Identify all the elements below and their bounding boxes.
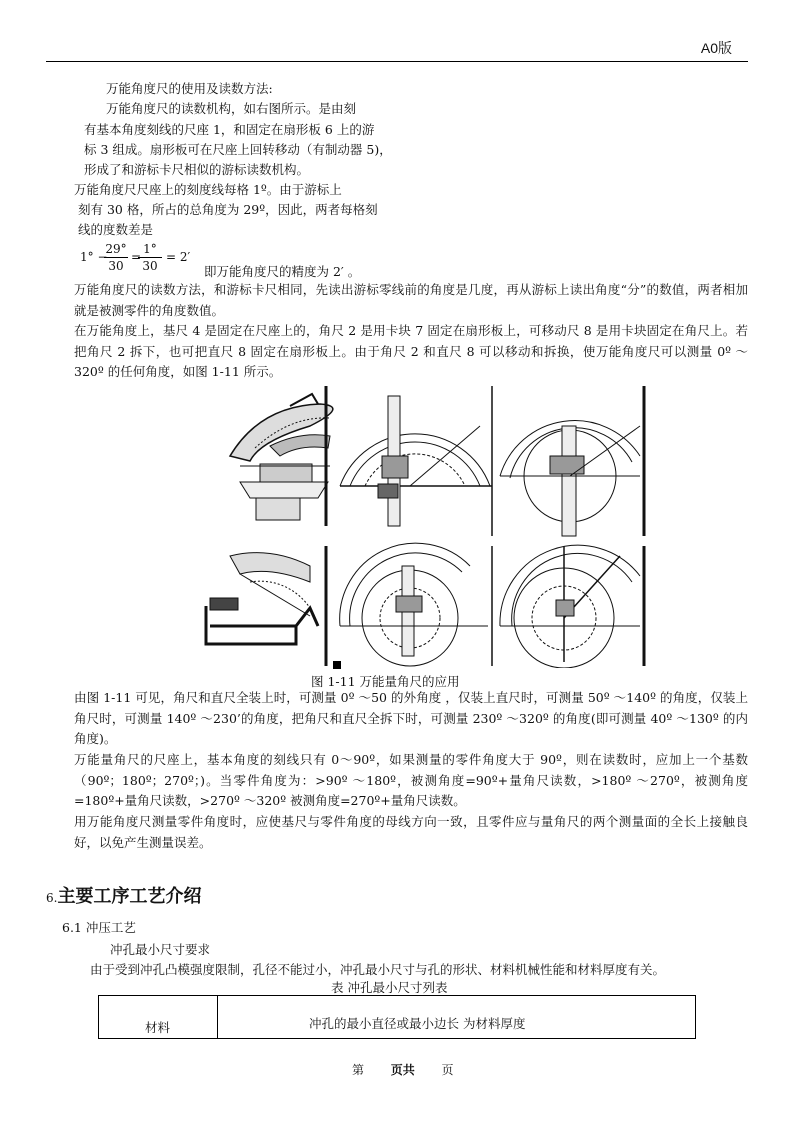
- formula-equals: =: [131, 250, 142, 264]
- vernier-formula: [80, 240, 190, 276]
- intro-line: 线的度数差是: [78, 222, 154, 237]
- formula-result: = 2′: [166, 250, 191, 264]
- intro-line: 刻有 30 格，所占的总角度为 29º，因此，两者每格刻: [78, 202, 378, 217]
- header-rule: [46, 61, 748, 62]
- figure-panel-top-right: [500, 421, 640, 536]
- paragraph-punch-limit: 由于受到冲孔凸模强度限制，孔径不能过小，冲孔最小尺寸与孔的形状、材料机械性能和材料厚度有关。: [90, 962, 666, 977]
- punch-size-table: [98, 995, 696, 1039]
- paragraph-measurement-tip: 用万能角度尺测量零件角度时，应使基尺与零件角度的母线方向一致，且零件应与量角尺的两个测量面的全长上接触良好，以免产生测量误差。: [74, 814, 748, 850]
- table-cell-material: [99, 996, 218, 1038]
- paragraph-base-angles: 万能量角尺的尺座上，基本角度的刻线只有 0～90º，如果测量的零件角度大于 90º，则在读数时，应加上一个基数（90º；180º；270º；)。当零件角度为：>90º ～180º，被测角度=90º+量角尺读数，>180º ～270º，被测角度=180º+量角尺读数，>270º ～320º 被测角度=270º+量角尺读数。: [74, 752, 748, 808]
- figure-panel-bottom-middle: [340, 543, 488, 666]
- intro-line: 万能角度尺的读数机构，如右图所示。是由刻: [106, 101, 357, 116]
- page-footer: [352, 1061, 453, 1078]
- section-number: 6.: [46, 891, 58, 905]
- figure-marker: [333, 661, 341, 669]
- fraction-denominator: 30: [108, 259, 124, 273]
- formula-fraction-1: [104, 242, 128, 274]
- table-title: 表 冲孔最小尺寸列表: [331, 980, 448, 995]
- header-version-tag: A0版: [700, 40, 732, 56]
- fraction-denominator: 30: [142, 259, 158, 273]
- footer-prefix: 第: [352, 1063, 365, 1077]
- figure-panel-top-middle: [340, 396, 492, 526]
- paragraph-ranges: 由图 1-11 可见，角尺和直尺全装上时，可测量 0º ～50 的外角度 ，仅装上直尺时，可测量 50º ～140º 的角度，仅装上角尺时，可测量 140º ～230’的角度，把角尺和直尺全拆下时，可测量 230º ～320º 的角度(即可测量 40º ～130º 的内角度)。: [74, 690, 748, 746]
- figure-panel-top-left: [230, 394, 333, 520]
- figure-caption: 图 1-11 万能量角尺的应用: [311, 674, 460, 689]
- intro-line: 标 3 组成。扇形板可在尺座上回转移动（有制动器 5)，: [84, 142, 392, 157]
- table-header-material: 材料: [145, 1020, 171, 1035]
- section-heading: [46, 882, 201, 908]
- intro-line: 形成了和游标卡尺相似的游标读数机构。: [84, 162, 310, 177]
- intro-line: 万能角度尺尺座上的刻度线每格 1º。由于游标上: [74, 182, 342, 197]
- fraction-numerator: 29°: [105, 242, 127, 256]
- paragraph-reading-method: 万能角度尺的读数方法，和游标卡尺相同，先读出游标零线前的角度是几度，再从游标上读出角度“分”的数值，两者相加就是被测零件的角度数值。: [74, 282, 748, 318]
- figure-panel-bottom-right: [500, 545, 640, 668]
- section-title: 主要工序工艺介绍: [57, 886, 202, 907]
- footer-middle: 页共: [390, 1063, 415, 1077]
- subsection-heading: 6.1 冲压工艺: [62, 920, 136, 935]
- sub-heading: 冲孔最小尺寸要求: [110, 942, 211, 957]
- table-header-min-size: 冲孔的最小直径或最小边长 为材料厚度: [309, 1016, 526, 1031]
- bevel-protractor-figure: [200, 386, 650, 668]
- formula-lead: 1° −: [80, 250, 108, 264]
- precision-note: 即万能角度尺的精度为 2′ 。: [204, 264, 361, 279]
- formula-fraction-2: [138, 242, 162, 274]
- intro-title: 万能角度尺的使用及读数方法:: [106, 81, 273, 96]
- figure-panel-bottom-left: [206, 553, 318, 644]
- paragraph-structure: 在万能角度上，基尺 4 是固定在尺座上的，角尺 2 是用卡块 7 固定在扇形板上，可移动尺 8 是用卡块固定在角尺上。若把角尺 2 拆下，也可把直尺 8 固定在扇形板上。由于角尺 2 和直尺 8 可以移动和拆换，使万能角度尺可以测量 0º ～320º 的任何角度，如图 1-11 所示。: [74, 323, 748, 379]
- fraction-numerator: 1°: [138, 242, 162, 258]
- footer-suffix: 页: [441, 1063, 454, 1077]
- intro-line: 有基本角度刻线的尺座 1，和固定在扇形板 6 上的游: [84, 122, 375, 137]
